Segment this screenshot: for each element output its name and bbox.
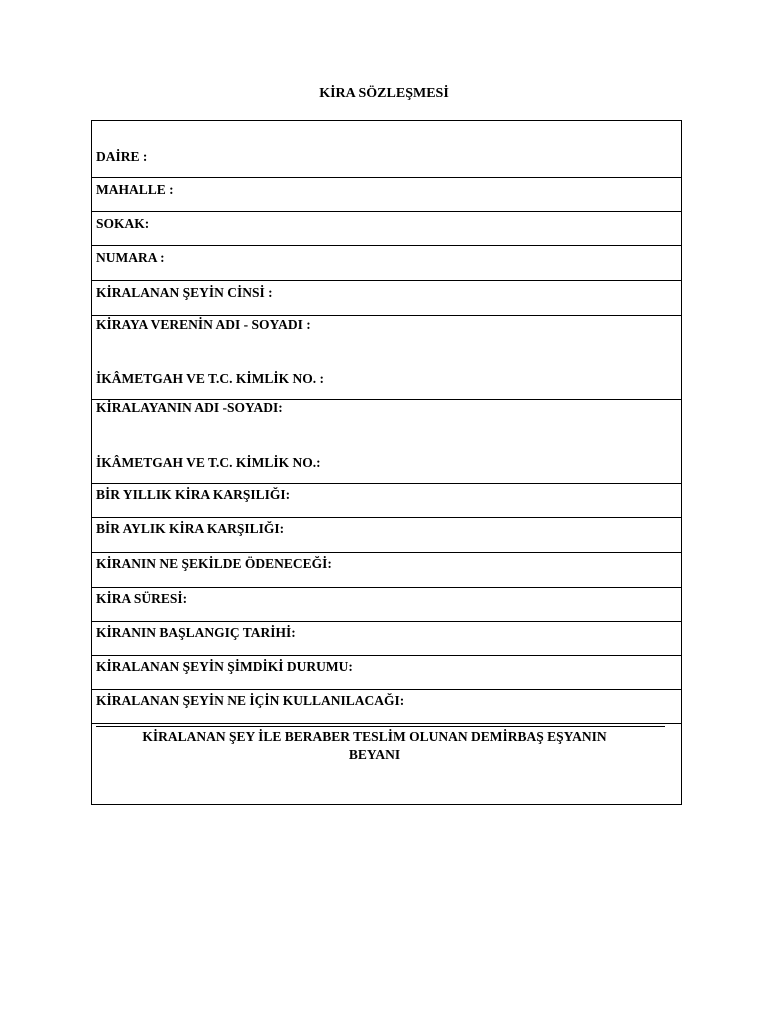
demirbas-beyani-heading [92, 728, 681, 764]
field-label-baslangic-tarihi: KİRANIN BAŞLANGIÇ TARİHİ: [96, 625, 296, 640]
field-label-kira-suresi: KİRA SÜRESİ: [96, 591, 188, 606]
form-row-aylik-kira[interactable] [92, 518, 681, 553]
field-label-kiralanan-sey-cinsi: KİRALANAN ŞEYİN CİNSİ : [96, 285, 273, 300]
field-label-daire: DAİRE : [96, 149, 148, 164]
field-label-simdiki-durum: KİRALANAN ŞEYİN ŞİMDİKİ DURUMU: [96, 659, 353, 674]
demirbas-beyani-line-2: BEYANI [348, 747, 401, 762]
form-row-kiralayan[interactable] [92, 400, 681, 484]
form-row-kullanim-amaci[interactable] [92, 690, 681, 724]
field-label-kiraya-veren-adi: KİRAYA VERENİN ADI - SOYADI : [96, 317, 311, 332]
field-label-kiraya-veren-ikametgah: İKÂMETGAH VE T.C. KİMLİK NO. : [96, 371, 325, 386]
form-row-demirbas-beyani[interactable] [92, 724, 681, 804]
field-label-yillik-kira: BİR YILLIK KİRA KARŞILIĞI: [96, 487, 291, 502]
divider [96, 726, 665, 727]
form-row-odeme-sekli[interactable] [92, 553, 681, 588]
form-row-baslangic-tarihi[interactable] [92, 622, 681, 656]
form-row-sokak[interactable] [92, 212, 681, 246]
form-row-daire[interactable] [92, 121, 681, 178]
form-row-kiraya-veren[interactable] [92, 316, 681, 400]
field-label-kullanim-amaci: KİRALANAN ŞEYİN NE İÇİN KULLANILACAĞI: [96, 693, 405, 708]
rental-form-table [91, 120, 682, 805]
field-label-aylik-kira: BİR AYLIK KİRA KARŞILIĞI: [96, 521, 285, 536]
field-label-mahalle: MAHALLE : [96, 182, 174, 197]
field-label-kiralayan-ikametgah: İKÂMETGAH VE T.C. KİMLİK NO.: [96, 455, 321, 470]
form-row-kiralanan-sey-cinsi[interactable] [92, 281, 681, 316]
field-label-odeme-sekli: KİRANIN NE ŞEKİLDE ÖDENECEĞİ: [96, 556, 332, 571]
document-title: KİRA SÖZLEŞMESİ [319, 86, 449, 101]
form-row-yillik-kira[interactable] [92, 484, 681, 518]
field-label-numara: NUMARA : [96, 250, 165, 265]
form-row-numara[interactable] [92, 246, 681, 281]
field-label-sokak: SOKAK: [96, 216, 150, 231]
form-row-kira-suresi[interactable] [92, 588, 681, 622]
demirbas-beyani-line-1: KİRALANAN ŞEY İLE BERABER TESLİM OLUNAN DEMİRBAŞ EŞYANIN [142, 729, 607, 744]
form-row-simdiki-durum[interactable] [92, 656, 681, 690]
form-row-mahalle[interactable] [92, 178, 681, 212]
field-label-kiralayan-adi: KİRALAYANIN ADI -SOYADI: [96, 400, 283, 415]
